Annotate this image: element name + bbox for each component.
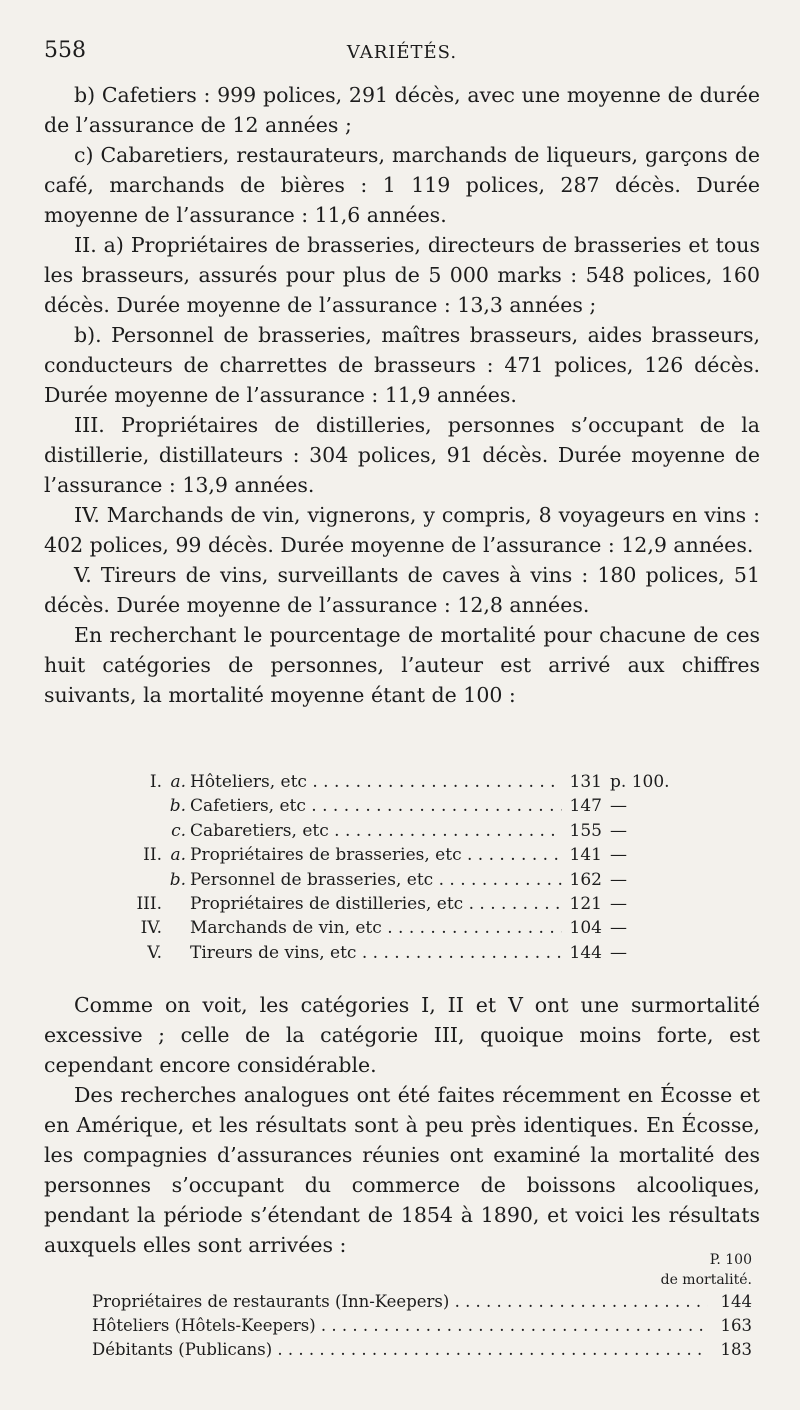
- row-sub: c.: [171, 820, 186, 841]
- paragraph-brasseries-personnel: b). Personnel de brasseries, maîtres brasseurs, aides brasseurs, conducteurs de charrettes de brasseurs : 471 polices, 126 décès. Durée moyenne de l’assurance : 11,9 années.: [44, 323, 760, 407]
- table-header-unit: P. 100: [709, 1252, 752, 1268]
- row-value: 183: [708, 1338, 752, 1362]
- row-value: 131: [562, 770, 610, 794]
- paragraph-brasseries-proprietaires: II. a) Propriétaires de brasseries, directeurs de brasseries et tous les brasseurs, assurés pour plus de 5 000 marks : 548 polices, 160 décès. Durée moyenne de l’assurance : 13,3 années ;: [44, 233, 760, 317]
- row-label: Hôteliers (Hôtels-Keepers) . . .: [92, 1314, 708, 1338]
- row-unit: —: [610, 796, 627, 817]
- paragraph-cabaretiers: c) Cabaretiers, restaurateurs, marchands de liqueurs, garçons de café, marchands de bières : 1 119 polices, 287 décès. Durée moyenne de l’assurance : 11,6 années.: [44, 143, 760, 227]
- row-label: Propriétaires de restaurants (Inn-Keepers) . . .: [92, 1290, 708, 1314]
- page-header: [44, 38, 760, 68]
- row-value: 155: [562, 819, 610, 843]
- row-number: II.: [143, 845, 162, 866]
- table-header-label: de mortalité.: [660, 1272, 752, 1288]
- table-row: [92, 1290, 752, 1314]
- row-unit: p. 100.: [610, 772, 670, 792]
- body-text-top: [44, 80, 760, 710]
- row-value: 162: [562, 868, 610, 892]
- body-text-bottom: [44, 990, 760, 1260]
- table-row: [120, 843, 680, 867]
- row-unit: —: [610, 918, 627, 939]
- paragraph-tireurs-vins: V. Tireurs de vins, surveillants de caves à vins : 180 polices, 51 décès. Durée moyenne de l’assurance : 12,8 années.: [44, 563, 760, 617]
- table-row: [92, 1314, 752, 1338]
- table-row: [120, 892, 680, 916]
- paragraph-distilleries: III. Propriétaires de distilleries, personnes s’occupant de la distillerie, distillateurs : 304 polices, 91 décès. Durée moyenne de l’assurance : 13,9 années.: [44, 413, 760, 497]
- paragraph-marchands-vin: IV. Marchands de vin, vignerons, y compris, 8 voyageurs en vins : 402 polices, 99 décès. Durée moyenne de l’assurance : 12,9 années.: [44, 503, 760, 557]
- row-unit: —: [610, 845, 627, 866]
- row-value: 104: [562, 916, 610, 940]
- table-row: [120, 868, 680, 892]
- row-value: 144: [708, 1290, 752, 1314]
- row-number: I.: [149, 772, 162, 792]
- mortality-table: [120, 770, 680, 965]
- row-value: 141: [562, 843, 610, 867]
- row-unit: —: [610, 869, 627, 890]
- table-row: [92, 1338, 752, 1362]
- row-label: Hôteliers, etc . . .: [190, 770, 562, 794]
- row-sub: a.: [170, 772, 186, 792]
- table-row: [120, 770, 680, 794]
- row-number: III.: [136, 893, 162, 914]
- row-label: Propriétaires de distilleries, etc . . .: [190, 892, 562, 916]
- table-row: [120, 916, 680, 940]
- row-unit: —: [610, 942, 627, 963]
- paragraph-pourcentage: En recherchant le pourcentage de mortalité pour chacune de ces huit catégories de personnes, l’auteur est arrivé aux chiffres suivants, la mortalité moyenne étant de 100 :: [44, 623, 760, 707]
- row-label: Marchands de vin, etc . . .: [190, 916, 562, 940]
- table-row: [120, 819, 680, 843]
- row-value: 121: [562, 892, 610, 916]
- row-sub: b.: [169, 796, 186, 817]
- table-row: [120, 794, 680, 818]
- page-number: 558: [44, 38, 86, 63]
- row-sub: a.: [170, 845, 186, 866]
- row-label: Tireurs de vins, etc . . .: [190, 941, 562, 965]
- row-sub: b.: [169, 869, 186, 890]
- row-value: 163: [708, 1314, 752, 1338]
- running-title: VARIÉTÉS.: [346, 42, 458, 63]
- table-row: [120, 941, 680, 965]
- paragraph-recherches-analogues: Des recherches analogues ont été faites récemment en Écosse et en Amérique, et les résultats sont à peu près identiques. En Écosse, les compagnies d’assurances réunies ont examiné la mortalité des personnes s’occupant du commerce de boissons alcooliques, pendant la période s’étendant de 1854 à 1890, et voici les résultats auxquels elles sont arrivées :: [44, 1083, 760, 1257]
- row-value: 144: [562, 941, 610, 965]
- row-label: Cafetiers, etc . . .: [190, 794, 562, 818]
- row-unit: —: [610, 820, 627, 841]
- row-value: 147: [562, 794, 610, 818]
- row-unit: —: [610, 893, 627, 914]
- row-label: Cabaretiers, etc . . .: [190, 819, 562, 843]
- paragraph-comme-on-voit: Comme on voit, les catégories I, II et V ont une surmortalité excessive ; celle de la catégorie III, quoique moins forte, est cependant encore considérable.: [44, 993, 760, 1077]
- row-label: Débitants (Publicans) . . .: [92, 1338, 708, 1362]
- paragraph-cafetiers: b) Cafetiers : 999 polices, 291 décès, avec une moyenne de durée de l’assurance de 12 années ;: [44, 83, 760, 137]
- scotland-mortality-table: [92, 1250, 752, 1362]
- row-label: Propriétaires de brasseries, etc . . .: [190, 843, 562, 867]
- row-number: V.: [147, 942, 162, 963]
- row-label: Personnel de brasseries, etc . . .: [190, 868, 562, 892]
- row-number: IV.: [140, 918, 162, 939]
